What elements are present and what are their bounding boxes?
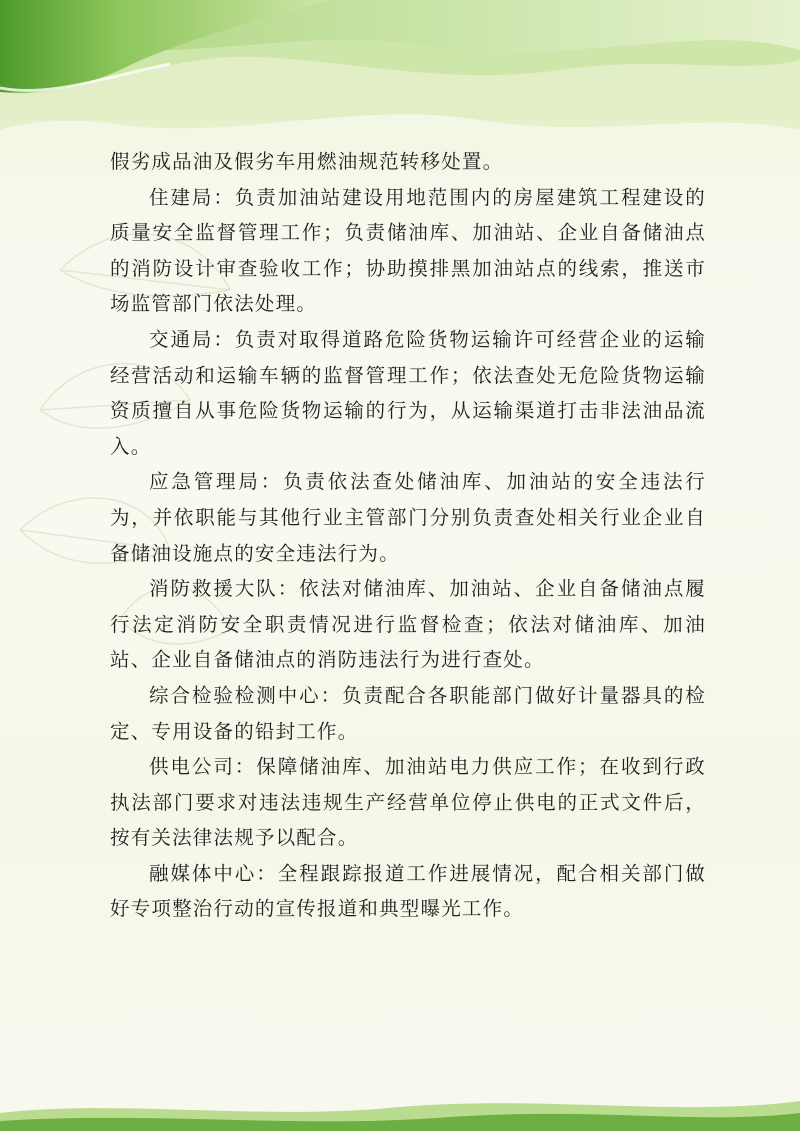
document-body bbox=[110, 144, 706, 927]
paragraph-fire-rescue: 消防救援大队：依法对储油库、加油站、企业自备储油点履行法定消防安全职责情况进行监督检查；依法对储油库、加油站、企业自备储油点的消防违法行为进行查处。 bbox=[110, 577, 706, 672]
paragraph-continuation: 假劣成品油及假劣车用燃油规范转移处置。 bbox=[110, 150, 504, 173]
paragraph-inspection-center: 综合检验检测中心：负责配合各职能部门做好计量器具的检定、专用设备的铅封工作。 bbox=[110, 683, 706, 743]
bottom-wave-decoration bbox=[0, 1091, 800, 1131]
paragraph-housing-bureau: 住建局：负责加油站建设用地范围内的房屋建筑工程建设的质量安全监督管理工作；负责储油库、加油站、企业自备储油点的消防设计审查验收工作；协助摸排黑加油站点的线索，推送市场监管部门依法处理。 bbox=[110, 185, 706, 316]
paragraph-media-center: 融媒体中心：全程跟踪报道工作进展情况，配合相关部门做好专项整治行动的宣传报道和典型曝光工作。 bbox=[110, 861, 706, 921]
paragraph-emergency-bureau: 应急管理局：负责依法查处储油库、加油站的安全违法行为，并依职能与其他行业主管部门分别负责查处相关行业企业自备储油设施点的安全违法行为。 bbox=[110, 470, 706, 565]
paragraph-transport-bureau: 交通局：负责对取得道路危险货物运输许可经营企业的运输经营活动和运输车辆的监督管理工作；依法查处无危险货物运输资质擅自从事危险货物运输的行为，从运输渠道打击非法油品流入。 bbox=[110, 327, 706, 458]
paragraph-power-company: 供电公司：保障储油库、加油站电力供应工作；在收到行政执法部门要求对违法违规生产经营单位停止供电的正式文件后，按有关法律法规予以配合。 bbox=[110, 755, 706, 850]
